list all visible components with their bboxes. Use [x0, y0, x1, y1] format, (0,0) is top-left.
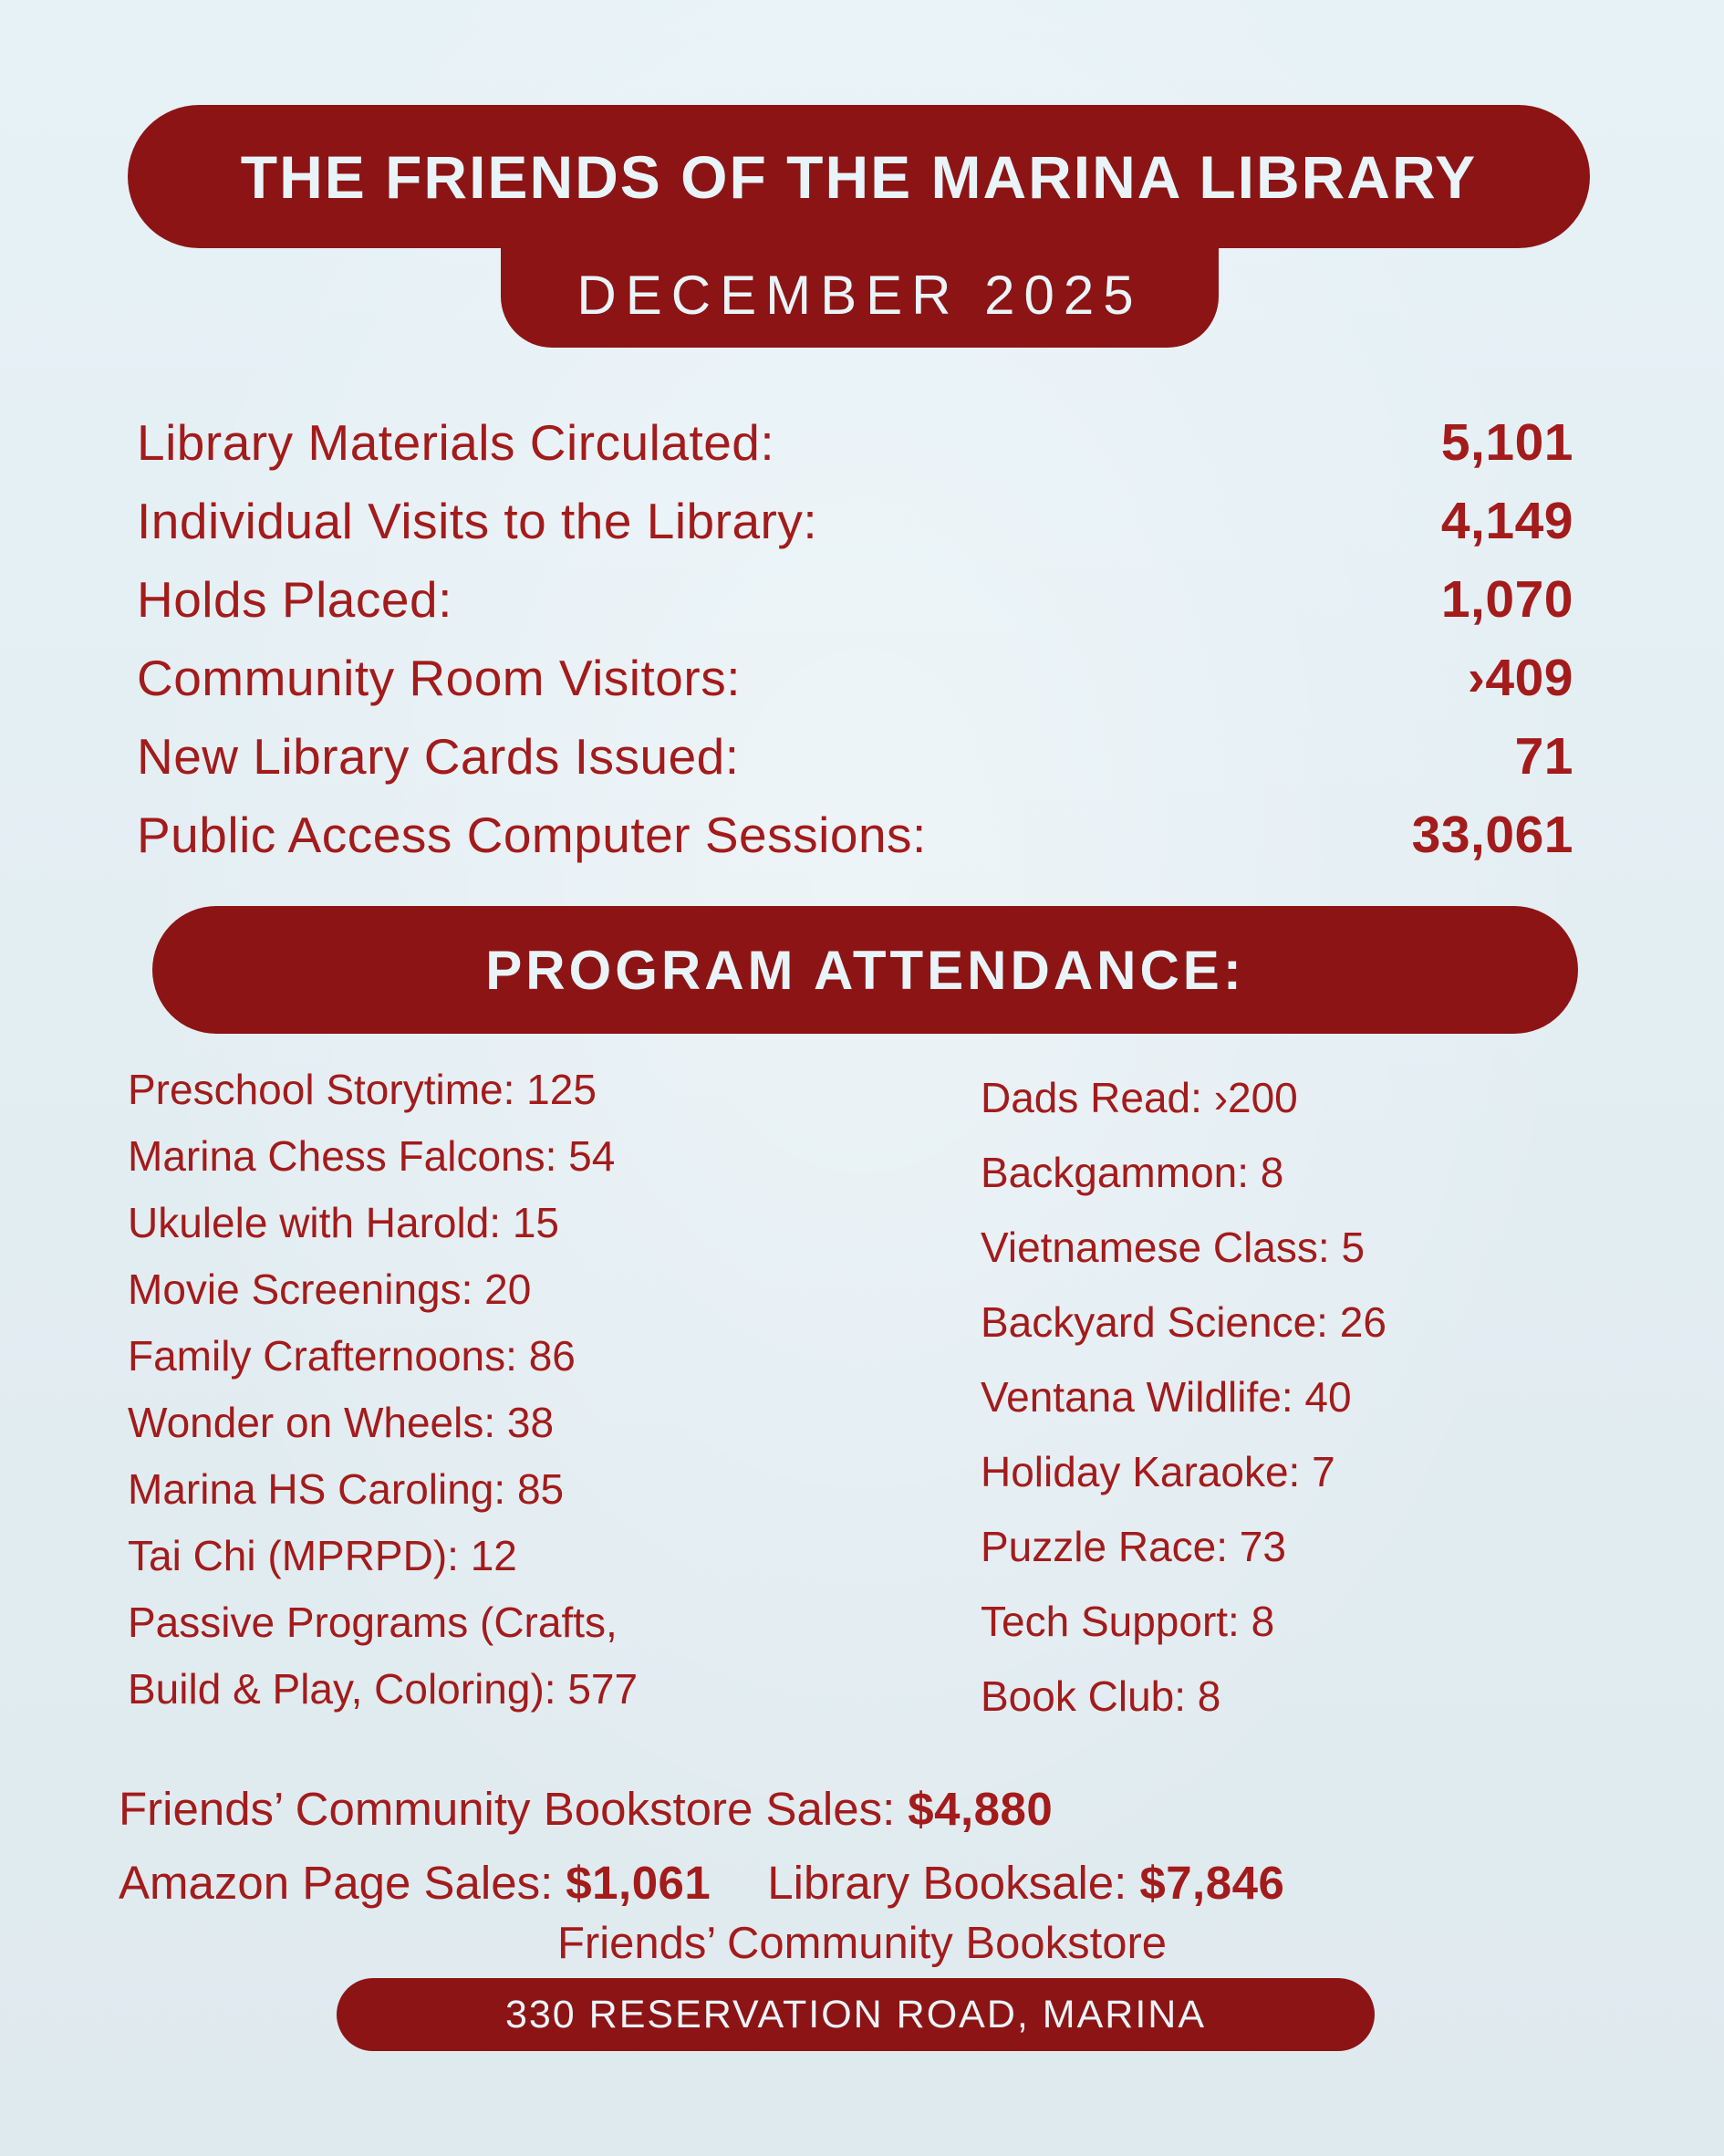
- stat-row: [137, 569, 1573, 648]
- program-item: Tai Chi (MPRPD): 12: [128, 1532, 517, 1579]
- program-list-right: [981, 1060, 1601, 1734]
- program-item: Dads Read: ›200: [981, 1074, 1298, 1121]
- program-item: Puzzle Race: 73: [981, 1523, 1286, 1570]
- program-item: Backyard Science: 26: [981, 1298, 1386, 1346]
- program-item: Passive Programs (Crafts, Build & Play, Coloring): 577: [128, 1599, 639, 1713]
- program-item: Wonder on Wheels: 38: [128, 1399, 555, 1446]
- amazon-booksale-line: [119, 1846, 1615, 1920]
- stat-value: 1,070: [1440, 570, 1573, 629]
- stat-row: [137, 805, 1573, 883]
- program-item: Ukulele with Harold: 15: [128, 1199, 560, 1246]
- date-label: DECEMBER 2025: [576, 265, 1143, 326]
- program-list-left: [128, 1057, 711, 1723]
- stats-list: [137, 412, 1573, 883]
- stat-value: ›409: [1467, 649, 1573, 707]
- booksale-value: $7,846: [1139, 1857, 1285, 1909]
- amazon-sales-value: $1,061: [566, 1857, 711, 1909]
- program-attendance-banner: [152, 906, 1578, 1034]
- stat-label: New Library Cards Issued:: [137, 728, 740, 785]
- stat-row: [137, 726, 1573, 805]
- program-item: Marina HS Caroling: 85: [128, 1465, 565, 1513]
- stat-label: Holds Placed:: [137, 571, 452, 628]
- date-banner: [501, 243, 1219, 348]
- stat-value: 4,149: [1440, 492, 1573, 550]
- address-text: 330 RESERVATION ROAD, MARINA: [504, 1992, 1207, 2036]
- stat-value: 71: [1514, 727, 1573, 786]
- address-banner: [337, 1978, 1375, 2051]
- program-attendance-heading: PROGRAM ATTENDANCE:: [485, 939, 1245, 1001]
- stat-label: Individual Visits to the Library:: [137, 493, 818, 549]
- stat-value: 5,101: [1440, 413, 1573, 472]
- program-item: Book Club: 8: [981, 1672, 1221, 1720]
- bookstore-sales-line: [119, 1772, 1615, 1846]
- booksale-label: Library Booksale:: [767, 1857, 1127, 1909]
- bookstore-sales-label: Friends’ Community Bookstore Sales:: [119, 1783, 896, 1835]
- stat-label: Community Room Visitors:: [137, 650, 741, 706]
- program-item: Preschool Storytime: 125: [128, 1066, 597, 1113]
- program-item: Holiday Karaoke: 7: [981, 1448, 1335, 1495]
- stat-row: [137, 648, 1573, 726]
- stat-row: [137, 491, 1573, 569]
- program-item: Marina Chess Falcons: 54: [128, 1132, 616, 1180]
- program-item: Tech Support: 8: [981, 1598, 1275, 1645]
- bookstore-sales-value: $4,880: [908, 1783, 1054, 1835]
- program-item: Backgammon: 8: [981, 1149, 1284, 1196]
- program-item: Vietnamese Class: 5: [981, 1224, 1366, 1271]
- bookstore-name: Friends’ Community Bookstore: [556, 1919, 1168, 1968]
- stat-row: [137, 412, 1573, 491]
- program-item: Ventana Wildlife: 40: [981, 1373, 1352, 1421]
- program-item: Family Crafternoons: 86: [128, 1332, 576, 1380]
- stat-value: 33,061: [1411, 806, 1573, 864]
- page-title: THE FRIENDS OF THE MARINA LIBRARY: [240, 142, 1478, 211]
- amazon-sales-label: Amazon Page Sales:: [119, 1857, 554, 1909]
- stat-label: Library Materials Circulated:: [137, 414, 775, 471]
- sales-block: [119, 1772, 1615, 1920]
- title-banner: [128, 105, 1590, 248]
- program-item: Movie Screenings: 20: [128, 1265, 532, 1313]
- stat-label: Public Access Computer Sessions:: [137, 807, 927, 863]
